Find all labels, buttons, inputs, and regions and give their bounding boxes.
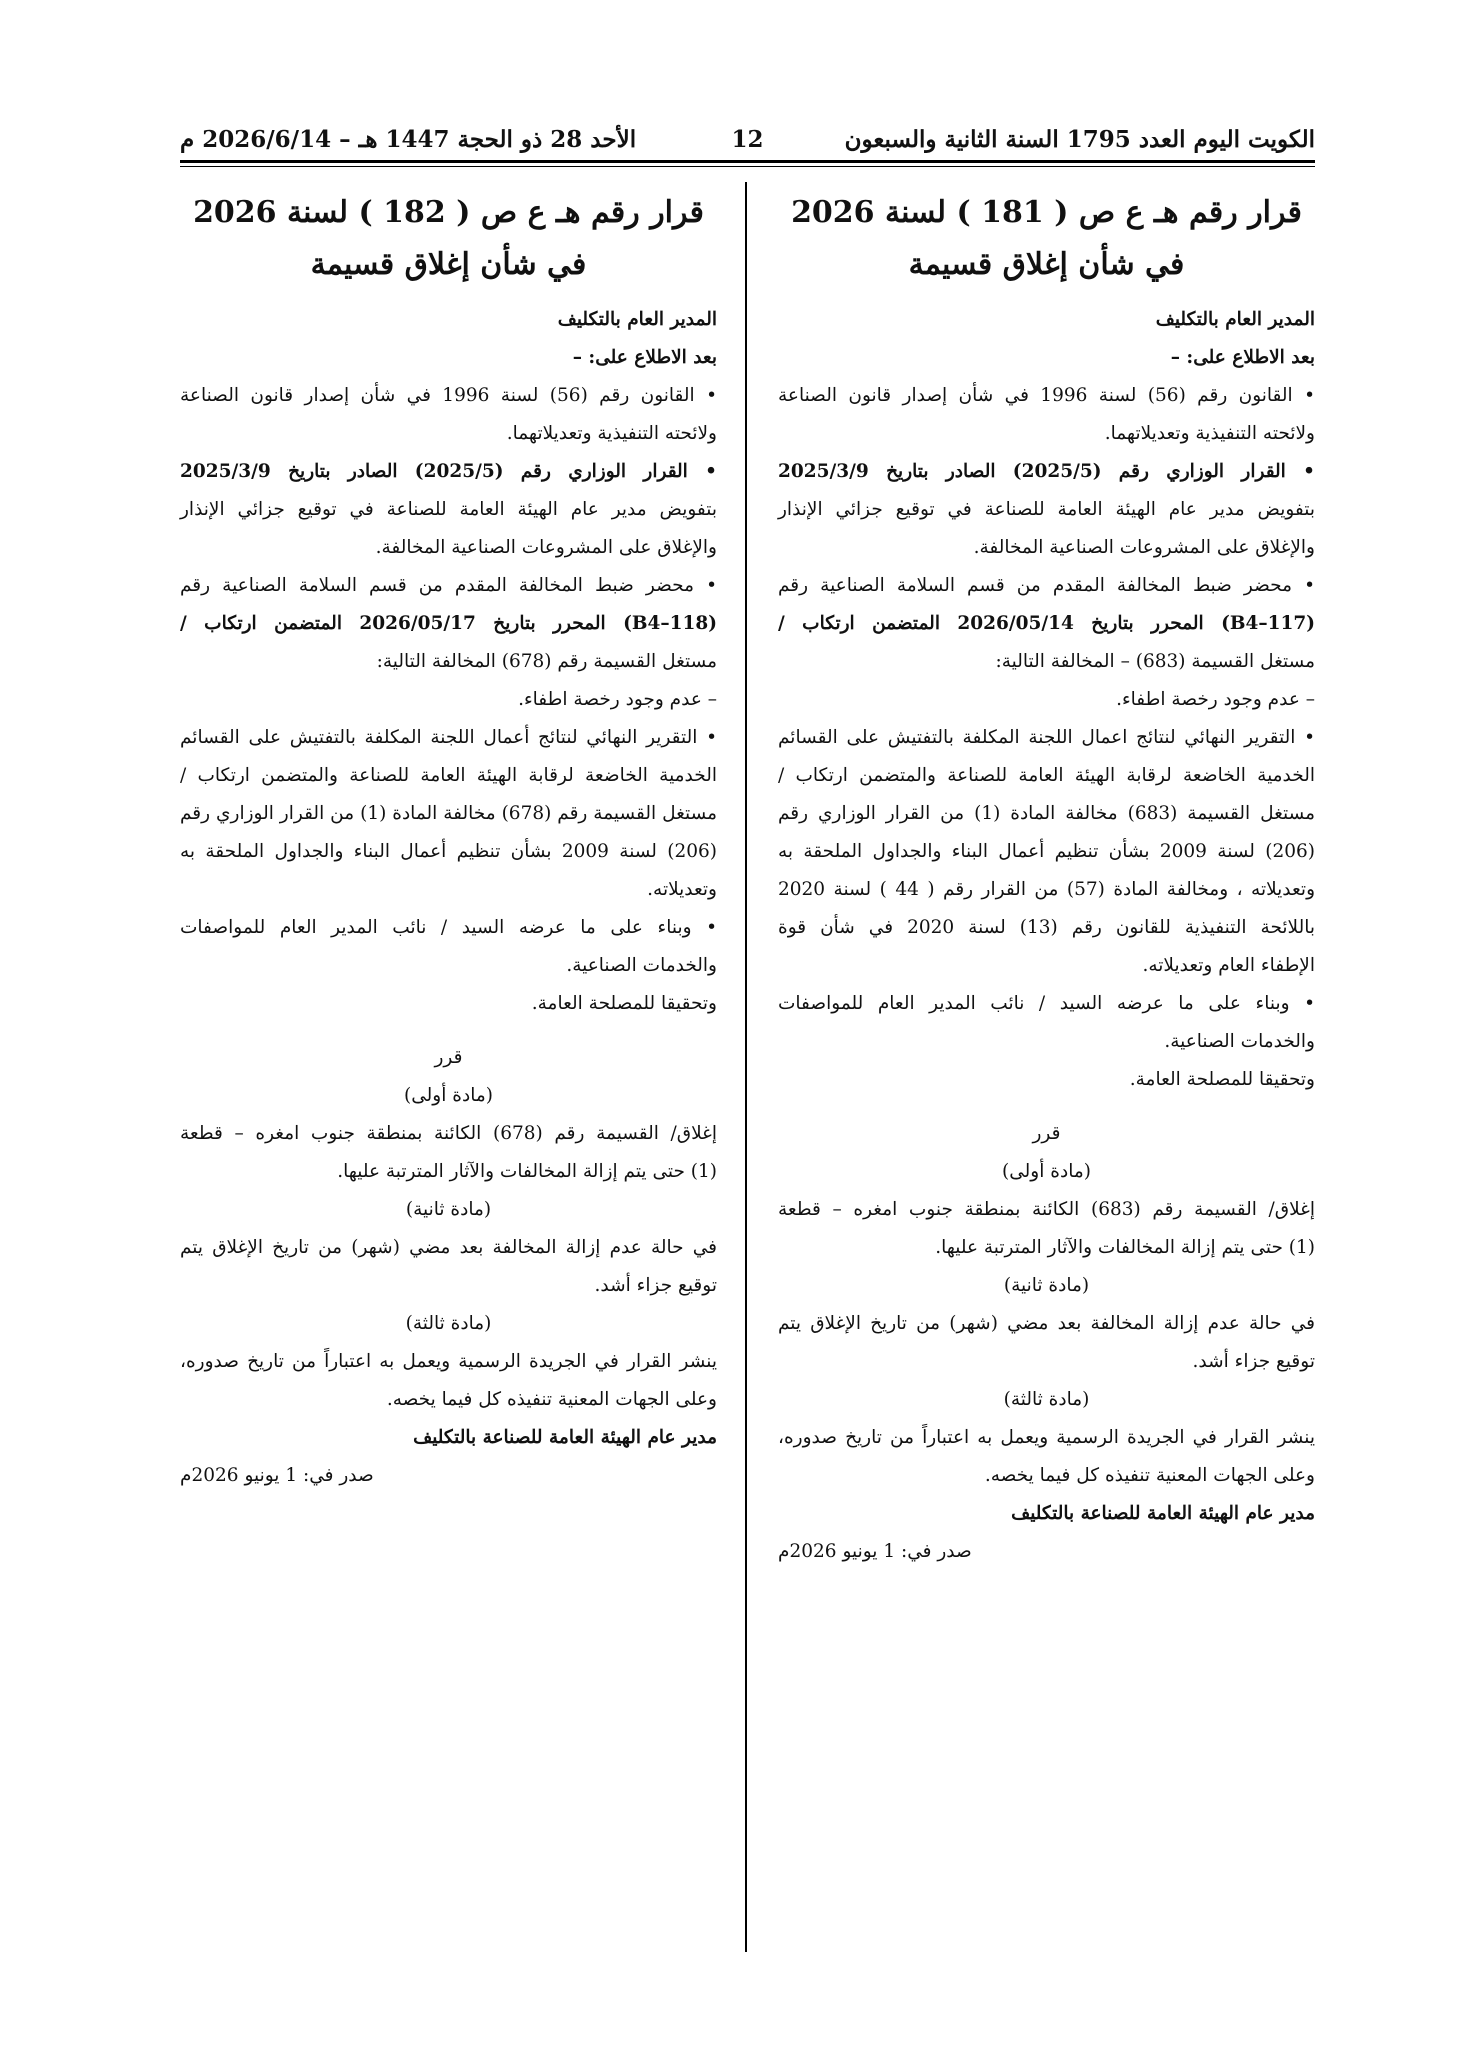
body-line: ينشر القرار في الجريدة الرسمية ويعمل به اعتباراً من تاريخ صدوره،	[180, 1351, 717, 1372]
body-line: • القانون رقم (56) لسنة 1996 في شأن إصدار قانون الصناعة	[778, 385, 1315, 406]
body-line: في حالة عدم إزالة المخالفة بعد مضي (شهر) من تاريخ الإغلاق يتم	[180, 1237, 717, 1258]
body-line: • محضر ضبط المخالفة المقدم من قسم السلامة الصناعية رقم	[778, 575, 1315, 596]
body-line: والإغلاق على المشروعات الصناعية المخالفة.	[375, 537, 717, 558]
decided-heading: قرر	[434, 1047, 463, 1068]
header-date: الأحد 28 ذو الحجة 1447 هـ – 2026/6/14 م	[180, 126, 637, 153]
body-line: ولائحته التنفيذية وتعديلاتهما.	[506, 423, 717, 444]
header-publication-info: الكويت اليوم العدد 1795 السنة الثانية والسبعون	[844, 126, 1315, 153]
decision-title: قرار رقم هـ ع ص ( 182 ) لسنة 2026	[193, 195, 704, 230]
article-heading: (مادة ثانية)	[405, 1199, 492, 1220]
body-line: الخدمية الخاضعة لرقابة الهيئة العامة للصناعة والمتضمن ارتكاب /	[180, 765, 717, 786]
issue-date: صدر في: 1 يونيو 2026م	[778, 1541, 972, 1562]
body-line: (206) لسنة 2009 بشأن تنظيم أعمال البناء والجداول الملحقة به	[180, 841, 717, 862]
body-line: والخدمات الصناعية.	[566, 955, 717, 976]
body-line: وتحقيقا للمصلحة العامة.	[531, 993, 717, 1014]
decision-title: قرار رقم هـ ع ص ( 181 ) لسنة 2026	[791, 195, 1302, 230]
body-line: • وبناء على ما عرضه السيد / نائب المدير العام للمواصفات	[778, 993, 1315, 1014]
body-line: ولائحته التنفيذية وتعديلاتهما.	[1104, 423, 1315, 444]
body-line: توقيع جزاء أشد.	[1192, 1351, 1315, 1372]
body-line: مستغل القسيمة رقم (678) مخالفة المادة (1) من القرار الوزاري رقم	[180, 803, 718, 824]
body-line: • القانون رقم (56) لسنة 1996 في شأن إصدار قانون الصناعة	[180, 385, 717, 406]
body-line: الإطفاء العام وتعديلاته.	[1142, 955, 1315, 976]
body-line: والإغلاق على المشروعات الصناعية المخالفة.	[973, 537, 1315, 558]
body-line: بتفويض مدير عام الهيئة العامة للصناعة في توقيع جزائي الإنذار	[180, 499, 717, 520]
issuer-line: المدير العام بالتكليف	[557, 309, 717, 330]
body-line: (206) لسنة 2009 بشأن تنظيم أعمال البناء والجداول الملحقة به	[778, 841, 1315, 862]
article-heading: (مادة ثالثة)	[1003, 1389, 1090, 1410]
body-line: (1) حتى يتم إزالة المخالفات والآثار المترتبة عليها.	[935, 1237, 1315, 1258]
body-line: (B4–117) المحرر بتاريخ 2026/05/14 المتضمن ارتكاب /	[778, 613, 1315, 634]
page-number: 12	[731, 126, 764, 153]
body-line: • وبناء على ما عرضه السيد / نائب المدير العام للمواصفات	[180, 917, 717, 938]
body-line: باللائحة التنفيذية للقانون رقم (13) لسنة 2020 في شأن قوة	[778, 917, 1315, 938]
preamble-line: بعد الاطلاع على: –	[1170, 347, 1315, 368]
decided-heading: قرر	[1032, 1123, 1061, 1144]
body-line: وتحقيقا للمصلحة العامة.	[1129, 1069, 1315, 1090]
body-line: الخدمية الخاضعة لرقابة الهيئة العامة للصناعة والمتضمن ارتكاب /	[778, 765, 1315, 786]
article-heading: (مادة ثانية)	[1003, 1275, 1090, 1296]
body-line: (1) حتى يتم إزالة المخالفات والآثار المترتبة عليها.	[337, 1161, 717, 1182]
body-line: – عدم وجود رخصة اطفاء.	[518, 689, 717, 710]
body-line: (B4–118) المحرر بتاريخ 2026/05/17 المتضمن ارتكاب /	[180, 613, 717, 634]
page-header	[180, 122, 1315, 154]
issuer-line: المدير العام بالتكليف	[1155, 309, 1315, 330]
body-line: إغلاق/ القسيمة رقم (678) الكائنة بمنطقة جنوب امغره – قطعة	[180, 1123, 717, 1144]
body-line: وتعديلاته ، ومخالفة المادة (57) من القرار رقم ( 44 ) لسنة 2020	[778, 879, 1315, 900]
signatory-line: مدير عام الهيئة العامة للصناعة بالتكليف	[1011, 1503, 1315, 1524]
body-line: وعلى الجهات المعنية تنفيذه كل فيما يخصه.	[386, 1389, 717, 1410]
decision-subject: في شأن إغلاق قسيمة	[310, 247, 587, 282]
issue-date: صدر في: 1 يونيو 2026م	[180, 1465, 374, 1486]
column-divider	[745, 182, 747, 1952]
body-line: وعلى الجهات المعنية تنفيذه كل فيما يخصه.	[984, 1465, 1315, 1486]
body-line: • القرار الوزاري رقم (2025/5) الصادر بتاريخ 2025/3/9	[778, 461, 1315, 482]
decision-182-column	[180, 190, 717, 1496]
body-line: وتعديلاته.	[647, 879, 717, 900]
body-line: بتفويض مدير عام الهيئة العامة للصناعة في توقيع جزائي الإنذار	[778, 499, 1315, 520]
body-line: مستغل القسيمة (683) – المخالفة التالية:	[995, 651, 1315, 672]
decision-181-column	[778, 190, 1315, 1572]
body-line: • التقرير النهائي لنتائج اعمال اللجنة المكلفة بالتفتيش على القسائم	[778, 727, 1315, 748]
preamble-line: بعد الاطلاع على: –	[572, 347, 717, 368]
body-line: مستغل القسيمة رقم (678) المخالفة التالية:	[376, 651, 717, 672]
body-line: ينشر القرار في الجريدة الرسمية ويعمل به اعتباراً من تاريخ صدوره،	[778, 1427, 1315, 1448]
body-line: توقيع جزاء أشد.	[594, 1275, 717, 1296]
article-heading: (مادة أولى)	[404, 1085, 493, 1106]
body-line: • التقرير النهائي لنتائج أعمال اللجنة المكلفة بالتفتيش على القسائم	[180, 727, 717, 748]
article-heading: (مادة أولى)	[1002, 1161, 1091, 1182]
body-line: إغلاق/ القسيمة رقم (683) الكائنة بمنطقة جنوب امغره – قطعة	[778, 1199, 1315, 1220]
header-rule-thick	[180, 160, 1315, 163]
body-line: مستغل القسيمة (683) مخالفة المادة (1) من القرار الوزاري رقم	[778, 803, 1315, 824]
body-line: في حالة عدم إزالة المخالفة بعد مضي (شهر) من تاريخ الإغلاق يتم	[778, 1313, 1315, 1334]
body-line: والخدمات الصناعية.	[1164, 1031, 1315, 1052]
signatory-line: مدير عام الهيئة العامة للصناعة بالتكليف	[413, 1427, 717, 1448]
article-heading: (مادة ثالثة)	[405, 1313, 492, 1334]
body-line: • محضر ضبط المخالفة المقدم من قسم السلامة الصناعية رقم	[180, 575, 717, 596]
body-line: – عدم وجود رخصة اطفاء.	[1116, 689, 1315, 710]
header-rule-thin	[180, 166, 1315, 167]
decision-subject: في شأن إغلاق قسيمة	[908, 247, 1185, 282]
body-line: • القرار الوزاري رقم (2025/5) الصادر بتاريخ 2025/3/9	[180, 461, 717, 482]
